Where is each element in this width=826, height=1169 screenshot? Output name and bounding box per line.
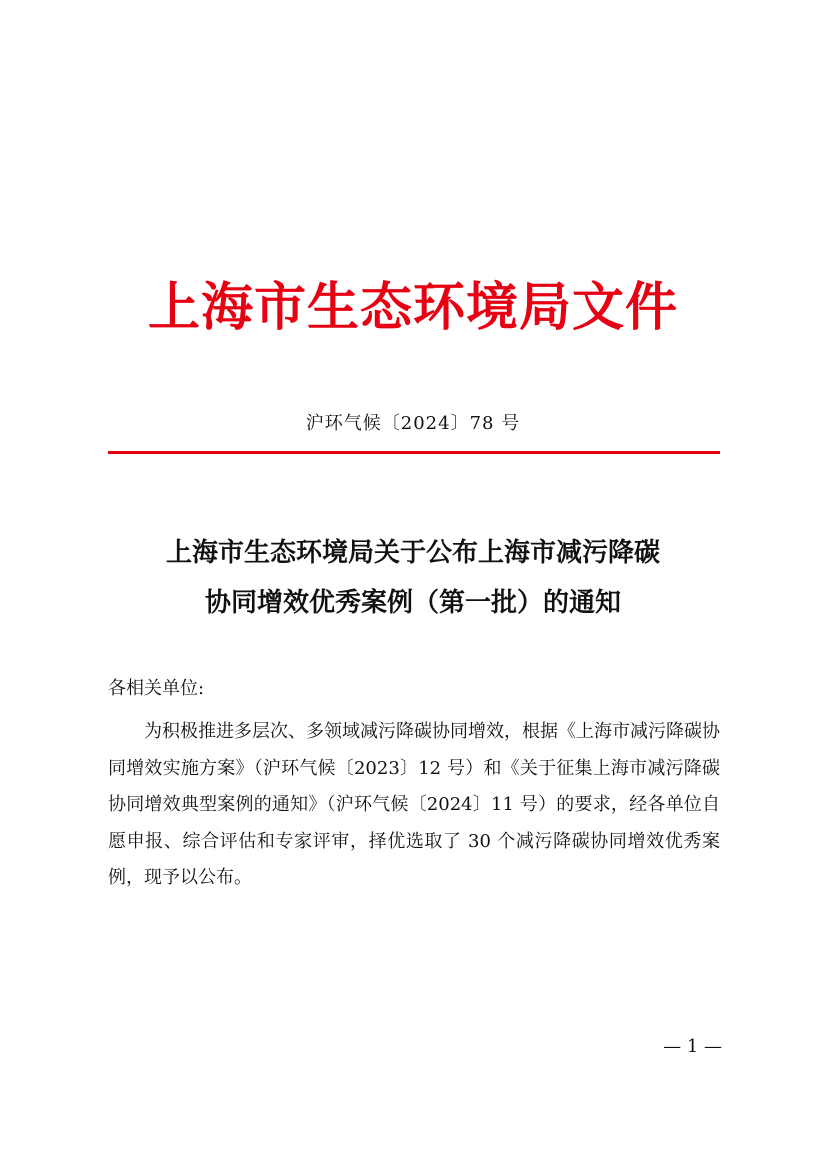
page-number: — 1 — (663, 1036, 722, 1057)
red-separator-line (108, 451, 720, 454)
document-number: 沪环气候〔2024〕78 号 (305, 413, 521, 434)
addressee: 各相关单位: (108, 678, 205, 699)
notice-title-line-2: 协同增效优秀案例（第一批）的通知 (204, 588, 621, 618)
body-paragraph: 为积极推进多层次、多领域减污降碳协同增效，根据《上海市减污降碳协同增效实施方案》（沪环气候〔2023〕12 号）和《关于征集上海市减污降碳协同增效典型案例的通知》（沪环气候〔2024〕11 号）的要求，经各单位自愿申报、综合评估和专家评审，择优选取了 30 个减污降碳协同增效优秀案例，现予以公布。 (108, 721, 720, 888)
notice-title-line-1: 上海市生态环境局关于公布上海市减污降碳 (165, 538, 660, 568)
issuer-title: 上海市生态环境局文件 (147, 278, 678, 338)
notice-title (100, 528, 726, 628)
